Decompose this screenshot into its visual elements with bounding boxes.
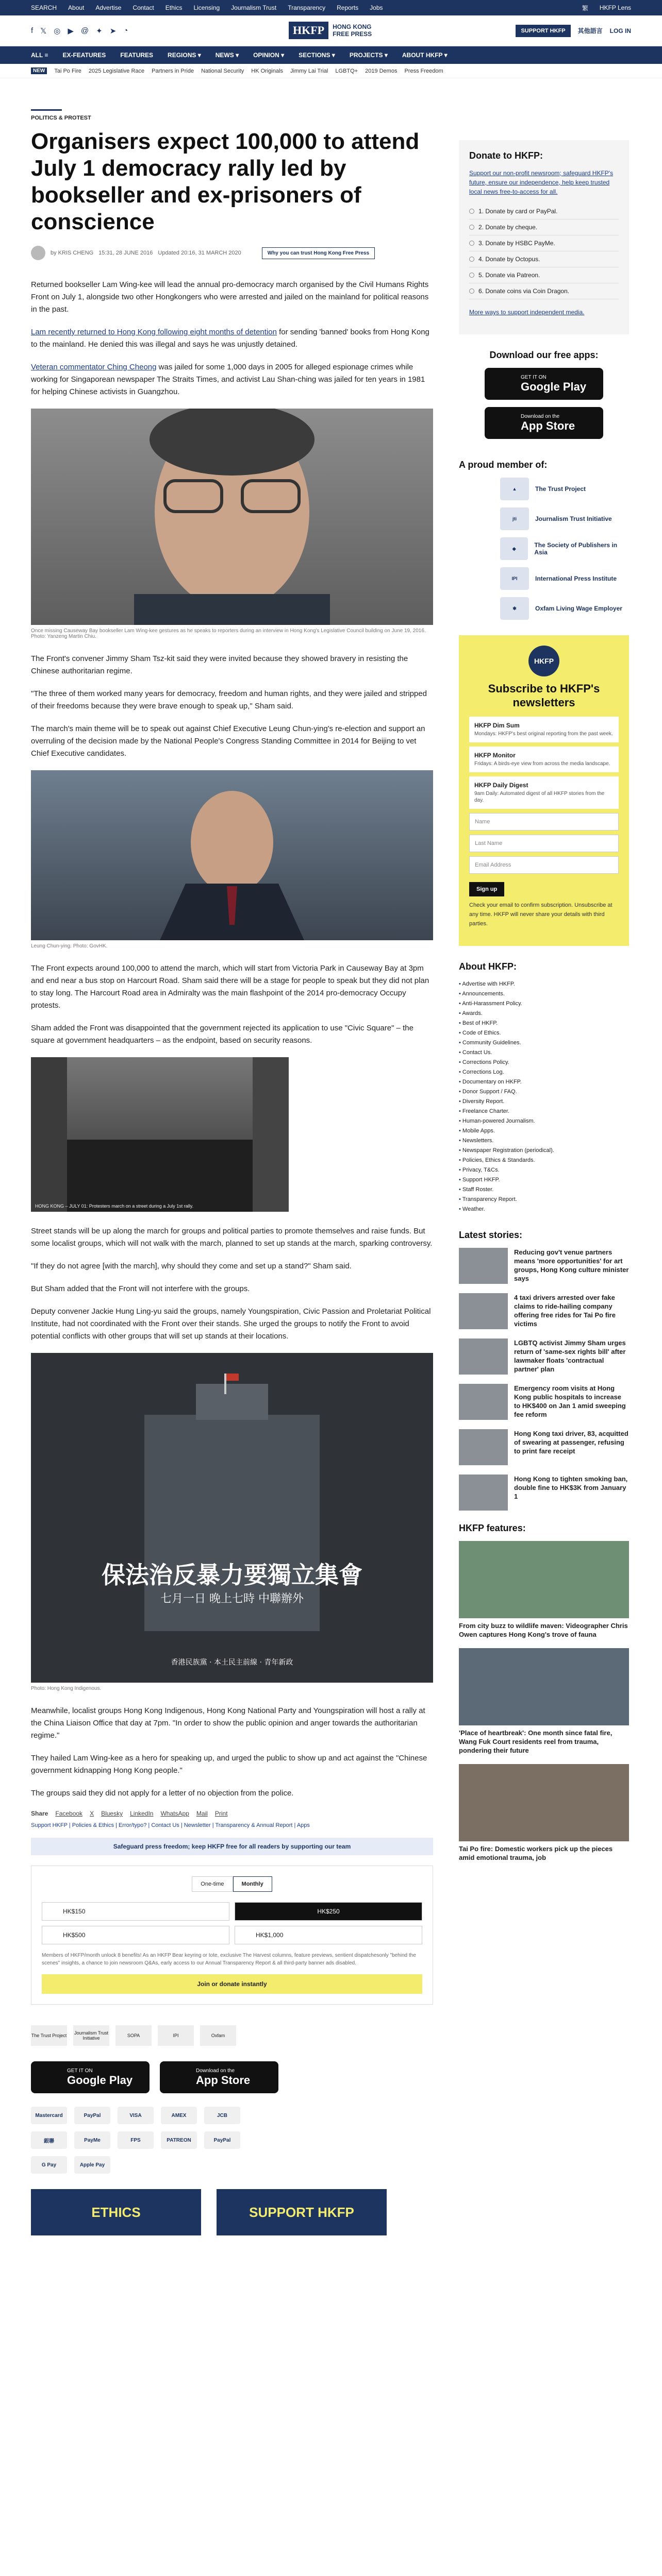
x-icon[interactable]: 𝕏 [40,26,47,36]
share-linkedin[interactable]: LinkedIn [130,1810,154,1817]
paragraph: The Front expects around 100,000 to attend the march, which will start from Victoria Park in Causeway Bay at 3pm and end near a bus stop on Harcourt Road. Sham said there will be a stage for people to speak but they did not plan to stay long. The Harcourt Road area in Admiralty was the main flashpoint of the 2014 pro-democracy Occupy protests. [31,964,429,1010]
share-whatsapp[interactable]: WhatsApp [160,1810,189,1817]
portrait-illustration [31,409,433,625]
sidebar [459,78,629,2235]
footer-logos [31,2025,433,2046]
payment-logo: 銀聯 [31,2131,67,2149]
top-link-jobs[interactable]: Jobs [370,4,383,11]
subnav-item[interactable]: Jimmy Lai Trial [290,67,328,74]
radio-icon [469,241,474,246]
paragraph: Veteran commentator Ching Cheong was jailed for some 1,000 days in 2005 for alleged espionage crimes while working for Singaporean newspaper The Straits Times, and activist Lau Shan-ching was jailed for ten years in 1981 for helping Chinese activists in Guangzhou. [31,363,425,396]
freq-monthly[interactable]: Monthly [233,1876,272,1892]
about-link[interactable]: • Human-powered Journalism. [459,1116,629,1126]
subnav-item[interactable]: Tai Po Fire [54,67,81,74]
feature-story[interactable]: From city buzz to wildlife maven: Videographer Chris Owen captures Hong Kong's trove of fauna [459,1541,629,1639]
sub-nav [0,64,662,78]
story-thumbnail [459,1429,508,1465]
last-name-field[interactable]: Last Name [469,835,619,852]
paragraph: Deputy convener Jackie Hung Ling-yu said the groups, namely Youngspiration, Civic Passion and Proletariat Political Institute, had not coordinated with the Front over their stands. She urged the groups to notify the Front to avoid potential conflicts with other groups that will set up stands at their locations. [31,1307,431,1341]
author-name[interactable]: by KRIS CHENG [51,250,94,256]
top-link-trust[interactable]: Journalism Trust [231,4,277,11]
story-thumbnail [459,1338,508,1375]
newsletter-note: Check your email to confirm subscription. Unsubscribe at any time. HKFP will never share your details with third parties. [469,902,613,927]
paragraph: The groups said they did not apply for a letter of no objection from the police. [31,1789,294,1798]
inline-link[interactable]: Veteran commentator Ching Cheong [31,363,157,371]
poster-subline: 七月一日 晚上七時 中聯辦外 [160,1592,304,1605]
app-buttons [459,368,629,439]
paragraph: Returned bookseller Lam Wing-kee will lead the annual pro-democracy march organised by the Civil Humans Rights Front on July 1, alongside two other Hongkongers who were arrested and jailed on the mainland for political reasons in the past. [31,280,429,314]
member-logo[interactable]: jti Journalism Trust Initiative [500,507,629,530]
donate-box [459,140,629,334]
support-button[interactable]: SUPPORT HKFP [516,25,570,37]
features-heading: HKFP features: [459,1523,526,1533]
radio-icon [469,209,474,214]
footer-logo[interactable]: SOPA [115,2025,152,2046]
payment-logo: PayMe [74,2131,110,2149]
subnav-item[interactable]: Partners in Pride [152,67,194,74]
donate-option[interactable]: 1. Donate by card or PayPal. [469,204,619,219]
nav-all[interactable]: ALL ≡ [31,52,48,59]
top-link-ethics[interactable]: Ethics [165,4,183,11]
payment-logo: AMEX [161,2107,197,2124]
about-link[interactable]: • Staff Roster. [459,1185,629,1195]
amount-option[interactable]: HK$1,000 [235,1926,422,1944]
footer-logo[interactable]: The Trust Project [31,2025,67,2046]
about-link[interactable]: • Documentary on HKFP. [459,1077,629,1087]
donate-option[interactable]: 4. Donate by Octopus. [469,251,619,267]
about-link[interactable]: • Support HKFP. [459,1175,629,1185]
subnav-item[interactable]: Press Freedom [404,67,443,74]
newsletter-option-digest[interactable]: HKFP Daily Digest 9am Daily: Automated digest of all HKFP stories from the day. [469,776,619,809]
about-link[interactable]: • Newspaper Registration (periodical). [459,1146,629,1156]
signup-button[interactable]: Sign up [469,882,504,896]
payment-logo: PATREON [161,2131,197,2149]
top-link-licensing[interactable]: Licensing [193,4,220,11]
paragraph: But Sham added that the Front will not interfere with the groups. [31,1284,250,1293]
other-language-link[interactable]: 其他語言 [577,27,603,35]
share-x[interactable]: X [90,1810,94,1817]
newsletter-box [459,635,629,946]
footer-logo[interactable]: IPI [158,2025,194,2046]
paragraph: Lam recently returned to Hong Kong following eight months of detention for sending 'banned' books from Hong Kong to the mainland. He denied this was illegal and says he was unjustly detained. [31,328,429,349]
article-main [31,78,433,2235]
about-link[interactable]: • Advertise with HKFP. [459,979,629,989]
name-field[interactable]: Name [469,813,619,831]
subnav-item[interactable]: National Security [201,67,244,74]
feature-thumbnail [459,1764,629,1841]
publish-date: 15:31, 28 JUNE 2016 [98,250,153,256]
payment-logo: PayPal [204,2131,240,2149]
donate-heading: Donate to HKFP: [469,150,543,161]
photo-caption: Once missing Causeway Bay bookseller Lam Wing-kee gestures as he speaks to reporters during an interview in Hong Kong's Legislative Council building on June 19, 2016. Photo: Yanzeng Martin Chiu. [31,628,426,639]
top-link-reports[interactable]: Reports [337,4,359,11]
bottom-promos [31,2189,433,2235]
member-heading: A proud member of: [459,460,548,470]
portrait-illustration [31,770,433,940]
feature-story[interactable]: Tai Po fire: Domestic workers pick up the pieces amid emotional trauma, job [459,1764,629,1862]
about-link[interactable]: • Announcements. [459,989,629,999]
photo-july1-march [31,1057,289,1212]
ethics-promo[interactable]: ETHICS [31,2189,201,2235]
about-link[interactable]: • Weather. [459,1205,629,1214]
payment-logo: Mastercard [31,2107,67,2124]
share-bluesky[interactable]: Bluesky [101,1810,123,1817]
paragraph: "If they do not agree [with the march], why should they come and set up a stand?" Sham said. [31,1262,352,1270]
payment-logo: JCB [204,2107,240,2124]
join-button[interactable]: Join or donate instantly [42,1974,422,1994]
crowd-illustration [31,1057,289,1212]
more-ways-link[interactable]: More ways to support independent media. [469,309,585,316]
story-thumbnail [459,1475,508,1511]
byline [31,246,433,260]
search-link[interactable]: SEARCH [31,4,57,11]
footer-logo[interactable]: Journalism Trust Initiative [73,2025,109,2046]
radio-icon [469,257,474,262]
app-store-button[interactable]: Download on the App Store [485,407,603,439]
subnav-item[interactable]: LGBTQ+ [335,67,358,74]
lens-link[interactable]: HKFP Lens [599,4,631,11]
latest-story[interactable]: Hong Kong taxi driver, 83, acquitted of swearing at passenger, refusing to print fare receipt [459,1429,629,1465]
about-link[interactable]: • Freelance Charter. [459,1107,629,1116]
photo-lam-wing-kee [31,409,433,625]
nav-news[interactable]: NEWS ▾ [215,52,239,59]
story-thumbnail [459,1248,508,1284]
newsletter-heading: Subscribe to HKFP's newsletters [488,682,600,709]
newsletter-option-dimsum[interactable]: HKFP Dim Sum Mondays: HKFP's best original reporting from the past week. [469,717,619,742]
amount-option-selected[interactable]: HK$250 [235,1902,422,1921]
membership-note: Members of HKFP/month unlock 8 benefits! As an HKFP Bear keyring or tote, exclusive The Harvest columns, feature previews, sentient dispatchesonly "behind the scenes" insights, a chance to join newsroom Q&As, early access to our Annual Transparency Report & all third-party banner ads disabled. [42,1953,416,1966]
email-field[interactable]: Email Address [469,856,619,874]
latest-story[interactable]: LGBTQ activist Jimmy Sham urges return of 'same-sex rights bill' after lawmaker floats 'contractual partner' plan [459,1338,629,1375]
sopa-icon: ◆ [500,537,528,560]
photo-localist-poster [31,1353,433,1683]
apps-heading: Download our free apps: [489,350,599,360]
radio-icon [469,289,474,294]
payment-logo: VISA [118,2107,154,2124]
radio-icon [469,225,474,230]
paragraph: Meanwhile, localist groups Hong Kong Indigenous, Hong Kong National Party and Youngspiration will host a rally at the China Liaison Office that day at 7pm. "In order to show the public opinion and anger towards the authoritarian regime." [31,1706,425,1740]
about-link[interactable]: • Code of Ethics. [459,1028,629,1038]
article-title: Organisers expect 100,000 to attend July 1 democracy rally led by bookseller and ex-prisoners of conscience [31,129,420,234]
member-logo[interactable]: ✱ Oxfam Living Wage Employer [500,597,629,620]
subnav-item[interactable]: HK Originals [251,67,284,74]
logo-text: HONG KONG FREE PRESS [333,23,372,38]
inline-link[interactable]: Lam recently returned to Hong Kong following eight months of detention [31,328,277,336]
site-logo[interactable] [289,22,372,39]
social-icons [31,26,128,36]
main-nav [0,46,662,64]
paragraph: They hailed Lam Wing-kee as a hero for speaking up, and urged the public to show up and act against the "Chinese government kidnapping Hong Kong people." [31,1754,427,1775]
footer-app-buttons [31,2061,433,2093]
subnav-item[interactable]: 2025 Legislative Race [88,67,145,74]
bluesky-icon[interactable]: ✦ [96,26,103,36]
share-facebook[interactable]: Facebook [55,1810,83,1817]
donate-option[interactable]: 3. Donate by HSBC PayMe. [469,235,619,251]
hkfp-logo-circle: HKFP [528,646,559,676]
paragraph: The Front's convener Jimmy Sham Tsz-kit said they were invited because they showed bravery in resisting the Chinese authoritarian regime. [31,654,408,675]
donate-option[interactable]: 2. Donate by cheque. [469,219,619,235]
nav-about[interactable]: ABOUT HKFP ▾ [402,52,448,59]
latest-story[interactable]: Reducing gov't venue partners means 'more opportunities' for art groups, Hong Kong culture minister says [459,1248,629,1284]
paragraph: "The three of them worked many years for democracy, freedom and human rights, and they were jailed and stripped of their freedoms because they were brave enough to speak up," Sham said. [31,689,427,710]
feature-thumbnail [459,1541,629,1618]
nav-opinion[interactable]: OPINION ▾ [253,52,285,59]
trust-button[interactable]: Why you can trust Hong Kong Free Press [262,247,375,259]
latest-story[interactable]: Emergency room visits at Hong Kong public hospitals to increase to HK$400 on Jan 1 amid sweeping fee reform [459,1384,629,1420]
share-mail[interactable]: Mail [196,1810,208,1817]
member-logo[interactable]: IPI International Press Institute [500,567,629,590]
about-link[interactable]: • Mobile Apps. [459,1126,629,1136]
feature-thumbnail [459,1648,629,1725]
about-link[interactable]: • Newsletters. [459,1136,629,1146]
about-list [459,979,629,1214]
photo-caption: Photo: Hong Kong Indigenous. [31,1686,102,1691]
share-print[interactable]: Print [214,1810,228,1817]
payment-logo: G Pay [31,2156,67,2174]
nav-projects[interactable]: PROJECTS ▾ [349,52,388,59]
threads-icon[interactable]: @ [80,26,89,35]
support-promo[interactable]: SUPPORT HKFP [217,2189,387,2235]
footer-logo[interactable]: Oxfam [200,2025,236,2046]
latest-story[interactable]: 4 taxi drivers arrested over fake claims to ride-hailing company offering free rides for Tai Po fire victims [459,1293,629,1329]
freq-once[interactable]: One-time [192,1876,233,1892]
top-link-transparency[interactable]: Transparency [288,4,326,11]
poster-headline: 保法治反暴力要獨立集會 [102,1561,362,1589]
about-link[interactable]: • Best of HKFP. [459,1019,629,1028]
radio-icon [469,273,474,278]
about-link[interactable]: • Transparency Report. [459,1195,629,1205]
amount-option[interactable]: HK$500 [42,1926,229,1944]
top-link-about[interactable]: About [68,4,85,11]
payment-logo: Apple Pay [74,2156,110,2174]
story-thumbnail [459,1384,508,1420]
about-link[interactable]: • Privacy, T&Cs. [459,1165,629,1175]
nav-features[interactable]: FEATURES [120,52,154,59]
latest-story[interactable]: Hong Kong to tighten smoking ban, double fine to HK$3K from January 1 [459,1475,629,1511]
photo-leung-chun-ying [31,770,433,940]
share-bar [31,1810,433,1817]
article-category[interactable]: POLITICS & PROTEST [31,109,62,121]
login-link[interactable]: LOG IN [609,27,631,35]
telegram-icon[interactable]: ➤ [109,26,117,36]
app-store-button[interactable]: Download on the App Store [160,2061,278,2093]
google-play-button[interactable]: GET IT ON Google Play [485,368,603,400]
subnav-item[interactable]: 2019 Demos [365,67,398,74]
latest-heading: Latest stories: [459,1230,523,1240]
youtube-icon[interactable]: ▶ [68,26,74,36]
payment-logo: FPS [118,2131,154,2149]
nav-regions[interactable]: REGIONS ▾ [168,52,201,59]
rss-icon[interactable]: ◔ [123,26,128,35]
donate-option[interactable]: 6. Donate coins via Coin Dragon. [469,283,619,299]
support-banner[interactable]: Safeguard press freedom; keep HKFP free for all readers by supporting our team [31,1838,433,1855]
ipi-icon: IPI [500,567,529,590]
member-logo[interactable]: ◆ The Society of Publishers in Asia [500,537,629,560]
amount-option[interactable]: HK$150 [42,1902,229,1921]
member-logo[interactable]: ▲ The Trust Project [500,478,629,500]
donate-option[interactable]: 5. Donate via Patreon. [469,267,619,283]
oxfam-icon: ✱ [500,597,529,620]
support-links[interactable]: Support HKFP | Policies & Ethics | Error/typo? | Contact Us | Newsletter | Transparency & Annual Report | Apps [31,1822,310,1828]
newsletter-option-monitor[interactable]: HKFP Monitor Fridays: A birds-eye view from across the media landscape. [469,747,619,772]
trust-project-icon: ▲ [500,478,529,500]
poster-illustration [31,1353,433,1683]
instagram-icon[interactable]: ◎ [54,26,61,36]
about-link[interactable]: • Donor Support / FAQ. [459,1087,629,1097]
payment-logo: PayPal [74,2107,110,2124]
top-link-advertise[interactable]: Advertise [95,4,122,11]
about-link[interactable]: • Corrections Policy. [459,1058,629,1067]
author-avatar [31,246,45,260]
poster-footer: 香港民族黨 · 本土民主前線 · 青年新政 [171,1658,293,1667]
about-link[interactable]: • Community Guidelines. [459,1038,629,1048]
paragraph: The march's main theme will be to speak out against Chief Executive Leung Chun-ying's re-election and support an overruling of the decision made by the National People's Congress Standing Committee in 2014 for Beijing to vet Chief Executive candidates. [31,724,425,758]
about-link[interactable]: • Awards. [459,1009,629,1019]
payment-methods [31,2107,247,2174]
about-link[interactable]: • Corrections Log. [459,1067,629,1077]
paragraph: Sham added the Front was disappointed that the government rejected its application to use "Civic Square" – the square at government headquarters – as the endpoint, based on security reasons. [31,1024,413,1045]
jti-icon: jti [500,507,529,530]
share-label: Share [31,1810,48,1817]
nav-sections[interactable]: SECTIONS ▾ [299,52,335,59]
about-link[interactable]: • Anti-Harassment Policy. [459,999,629,1009]
site-header [0,15,662,46]
top-link-contact[interactable]: Contact [133,4,154,11]
donation-widget [31,1866,433,2005]
logo-box: HKFP [289,22,328,39]
google-play-button[interactable]: GET IT ON Google Play [31,2061,150,2093]
about-link[interactable]: • Contact Us. [459,1048,629,1058]
donate-text: Support our non-profit newsroom; safeguard HKFP's future, ensure our independence, help keep trusted local news free-to-access for all. [469,170,614,195]
paragraph: Street stands will be up along the march for groups and political parties to promote themselves and raise funds. But some localist groups, which will not walk with the march, planned to set up stands at the march, sparking controversy. [31,1227,433,1248]
photo-overlay-caption: HONG KONG – JULY 01: Protesters march on a street during a July 1st rally. [35,1204,194,1209]
facebook-icon[interactable]: f [31,26,34,35]
about-heading: About HKFP: [459,961,517,972]
about-link[interactable]: • Policies, Ethics & Standards. [459,1156,629,1165]
feature-story[interactable]: 'Place of heartbreak': One month since fatal fire, Wang Fuk Court residents reel from trauma, pondering their future [459,1648,629,1755]
story-thumbnail [459,1293,508,1329]
top-bar [0,0,662,15]
photo-caption: Leung Chun-ying. Photo: GovHK. [31,943,108,949]
lang-link[interactable]: 繁 [582,4,588,12]
updated-date: Updated 20:16, 31 MARCH 2020 [158,250,241,256]
about-link[interactable]: • Diversity Report. [459,1097,629,1107]
new-badge: NEW [31,67,47,74]
nav-ex-features[interactable]: EX-FEATURES [62,52,106,59]
